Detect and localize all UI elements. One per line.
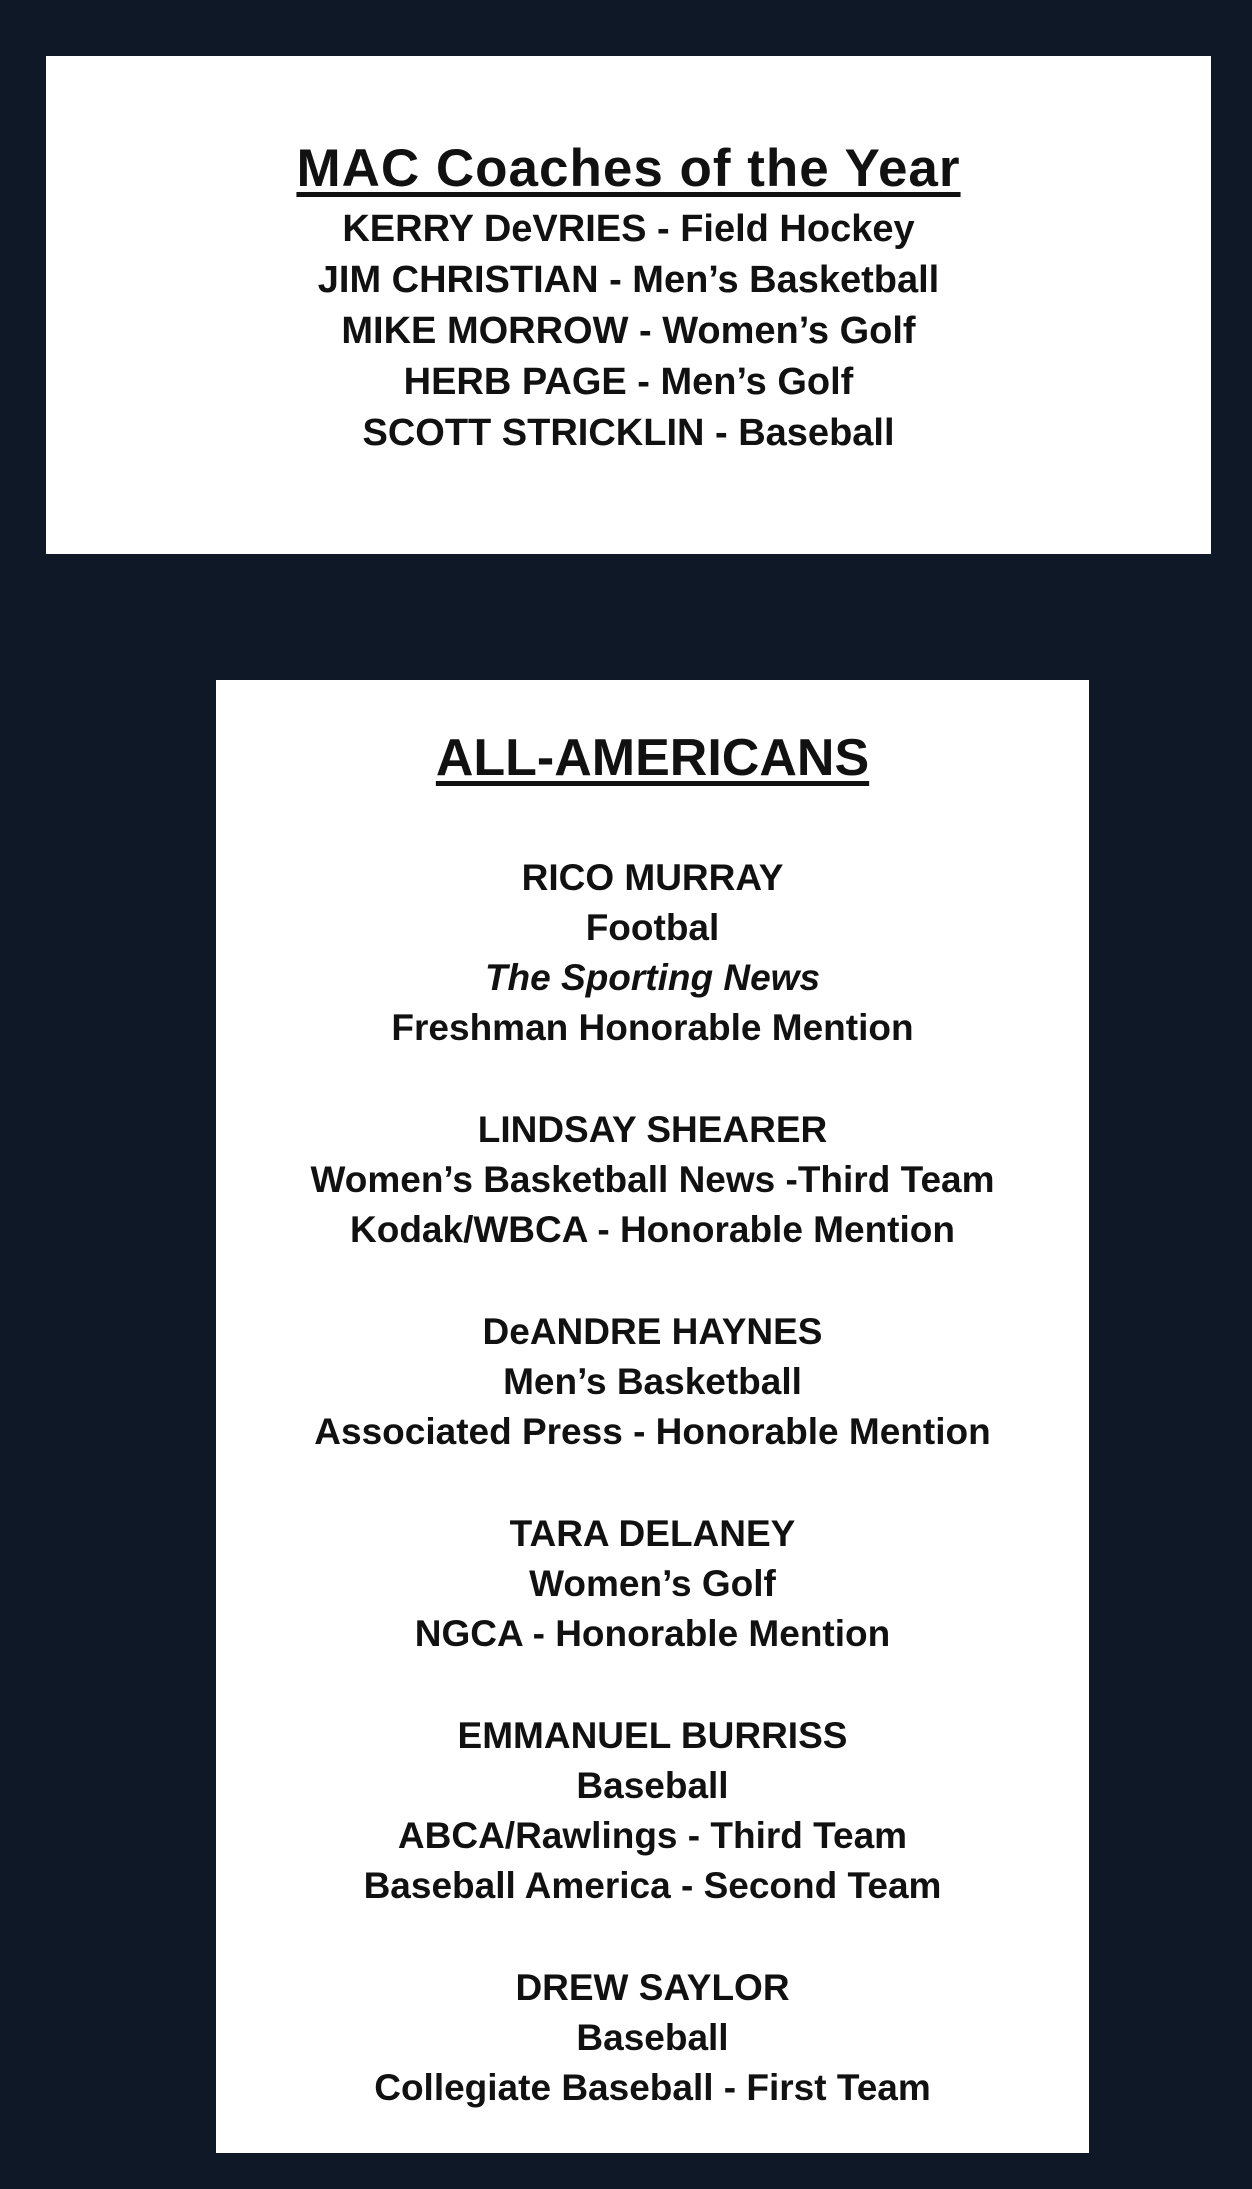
athlete-name: TARA DELANEY [509,1513,796,1555]
award-detail: Freshman Honorable Mention [391,1007,914,1049]
all-americans-panel [216,680,1089,2153]
award-detail: Collegiate Baseball - First Team [374,2067,931,2109]
athlete-name: LINDSAY SHEARER [477,1109,828,1151]
award-detail: Associated Press - Honorable Mention [314,1411,991,1453]
athlete-name: DREW SAYLOR [515,1967,790,2009]
all-american-entry [216,1711,1089,1911]
coach-item: HERB PAGE - Men’s Golf [403,361,854,404]
all-american-entry [216,853,1089,1053]
coach-item: MIKE MORROW - Women’s Golf [341,310,916,353]
athlete-sport: Men’s Basketball [503,1361,802,1403]
coach-item: SCOTT STRICKLIN - Baseball [362,412,895,455]
all-american-entry [216,1307,1089,1457]
athlete-name: RICO MURRAY [521,857,784,899]
coach-list [46,204,1211,459]
coaches-of-the-year-panel [46,56,1211,554]
award-detail: ABCA/Rawlings - Third Team [397,1815,908,1857]
athlete-sport: Baseball [576,2017,729,2059]
all-american-entry [216,1963,1089,2113]
athlete-sport: Women’s Golf [529,1563,776,1605]
all-american-entry [216,1105,1089,1255]
athlete-name: DeANDRE HAYNES [482,1311,823,1353]
award-publication: The Sporting News [484,957,821,999]
athlete-name: EMMANUEL BURRISS [457,1715,848,1757]
award-detail: Women’s Basketball News -Third Team [310,1159,995,1201]
award-detail: Kodak/WBCA - Honorable Mention [350,1209,955,1251]
award-detail: Baseball America - Second Team [363,1865,942,1907]
coaches-title: MAC Coaches of the Year [296,139,961,198]
coach-item: KERRY DeVRIES - Field Hockey [342,208,915,251]
coach-item: JIM CHRISTIAN - Men’s Basketball [317,259,940,302]
all-american-entry [216,1509,1089,1659]
athlete-sport: Footbal [585,907,720,949]
all-americans-title: ALL-AMERICANS [435,729,870,787]
award-detail: NGCA - Honorable Mention [414,1613,891,1655]
athlete-sport: Baseball [576,1765,729,1807]
